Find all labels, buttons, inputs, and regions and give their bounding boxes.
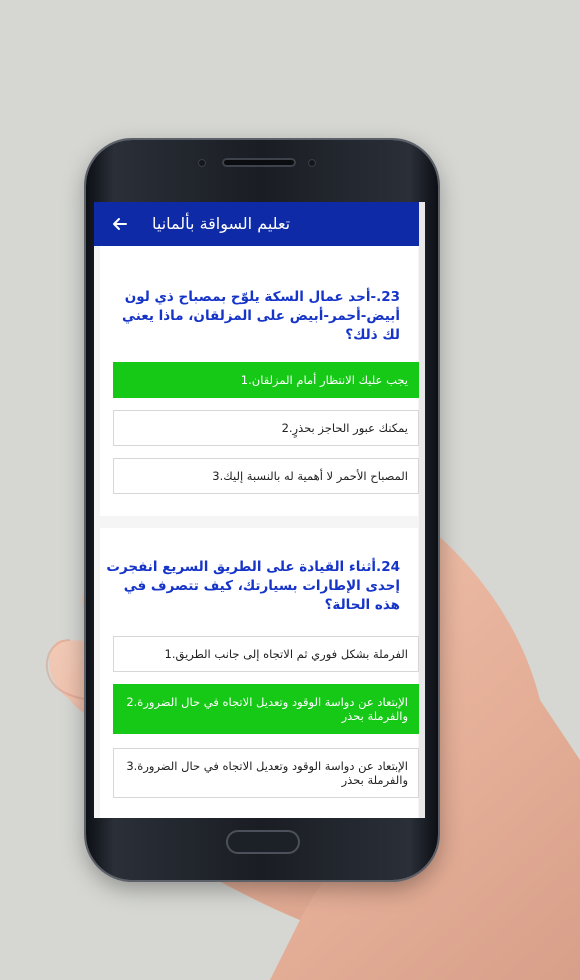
question-card — [100, 528, 418, 818]
answer-option[interactable] — [113, 362, 419, 398]
answer-label: الفرملة بشكل فوري ثم الاتجاه إلى جانب الطريق.1 — [164, 647, 408, 661]
answer-label: الإبتعاد عن دواسة الوقود وتعديل الاتجاه في حال الضرورة.3 والفرملة بحذر — [126, 759, 408, 787]
question-text: 23.-أحد عمال السكة يلوّح بمصباح ذي لون أبيض-أحمر-أبيض على المزلقان، ماذا يعني لك ذلك؟ — [122, 289, 400, 343]
answer-option[interactable] — [113, 748, 419, 798]
app-bar — [94, 202, 424, 246]
front-camera — [198, 159, 206, 167]
answer-option[interactable] — [113, 410, 419, 446]
scroll-edge — [419, 202, 425, 818]
page-title: تعليم السواقة بألمانيا — [152, 214, 291, 233]
app-screen — [94, 202, 424, 818]
sensor — [308, 159, 316, 167]
quiz-list — [94, 246, 424, 818]
answer-option[interactable] — [113, 636, 419, 672]
back-button[interactable] — [106, 210, 134, 238]
question-text: 24.أثناء القيادة على الطريق السريع انفجرت إحدى الإطارات بسيارتك، كيف تتصرف في هذه الحالة؟ — [106, 559, 400, 613]
arrow-back-icon — [112, 216, 128, 232]
answer-label: يمكنك عبور الحاجز بحذرٍ.2 — [281, 421, 408, 435]
earpiece-speaker — [222, 158, 296, 167]
answer-label: يجب عليك الانتظار أمام المزلقان.1 — [240, 373, 408, 387]
answer-label: المصباح الأحمر لا أهمية له بالنسبة إليك.3 — [212, 469, 408, 483]
question-card — [100, 246, 418, 516]
answer-label: الإبتعاد عن دواسة الوقود وتعديل الاتجاه في حال الضرورة.2 والفرملة بحذر — [126, 695, 408, 723]
answer-option[interactable] — [113, 684, 419, 734]
home-button[interactable] — [226, 830, 300, 854]
answer-option[interactable] — [113, 458, 419, 494]
